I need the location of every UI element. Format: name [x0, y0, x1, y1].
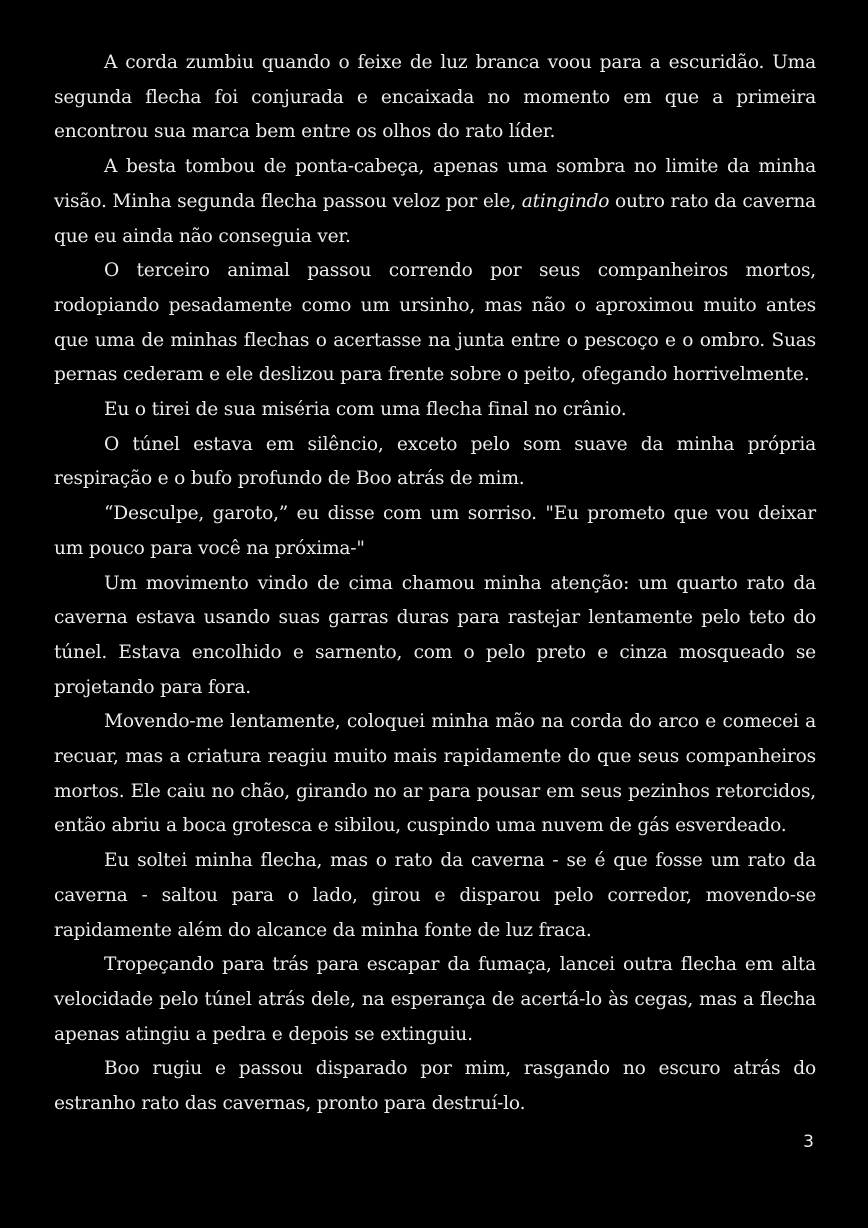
paragraph-7: Um movimento vindo de cima chamou minha atenção: um quarto rato da caverna estava usando suas garras duras para rastejar lentamente pelo teto do túnel. Estava encolhido e sarnento, com o pelo preto e cinza mosqueado se projetando para fora. [54, 572, 816, 698]
book-page [54, 46, 816, 1122]
paragraph-1: A corda zumbiu quando o feixe de luz branca voou para a escuridão. Uma segunda flecha foi conjurada e encaixada no momento em que a primeira encontrou sua marca bem entre os olhos do rato líder. [54, 52, 816, 143]
paragraph-6: “Desculpe, garoto,” eu disse com um sorriso. "Eu prometo que vou deixar um pouco para você na próxima-" [54, 503, 816, 559]
paragraph-3: O terceiro animal passou correndo por seus companheiros mortos, rodopiando pesadamente como um ursinho, mas não o aproximou muito antes que uma de minhas flechas o acertasse na junta entre o pescoço e o ombro. Suas pernas cederam e ele deslizou para frente sobre o peito, ofegando horrivelmente. [54, 260, 816, 386]
paragraph-9: Eu soltei minha flecha, mas o rato da caverna - se é que fosse um rato da caverna - saltou para o lado, girou e disparou pelo corredor, movendo-se rapidamente além do alcance da minha fonte de luz fraca. [54, 850, 816, 941]
paragraph-2-text-after: outro rato da caverna que eu ainda não conseguia ver. [54, 190, 816, 247]
paragraph-8: Movendo-me lentamente, coloquei minha mão na corda do arco e comecei a recuar, mas a criatura reagiu muito mais rapidamente do que seus companheiros mortos. Ele caiu no chão, girando no ar para pousar em seus pezinhos retorcidos, então abriu a boca grotesca e sibilou, cuspindo uma nuvem de gás esverdeado. [54, 711, 816, 837]
paragraph-11: Boo rugiu e passou disparado por mim, rasgando no escuro atrás do estranho rato das cavernas, pronto para destruí-lo. [54, 1058, 816, 1115]
paragraph-10: Tropeçando para trás para escapar da fumaça, lancei outra flecha em alta velocidade pelo túnel atrás dele, na esperança de acertá-lo às cegas, mas a flecha apenas atingiu a pedra e depois se extinguiu. [54, 954, 816, 1045]
paragraph-5: O túnel estava em silêncio, exceto pelo som suave da minha própria respiração e o bufo profundo de Boo atrás de mim. [54, 433, 816, 490]
paragraph-2 [54, 150, 816, 254]
paragraph-4: Eu o tirei de sua miséria com uma flecha final no crânio. [104, 399, 627, 421]
paragraph-2-text-before: A besta tombou de ponta-cabeça, apenas uma sombra no limite da minha visão. Minha segunda flecha passou veloz por ele, [54, 156, 816, 212]
paragraph-2-italic-word: atingindo [521, 190, 610, 212]
page-number: 3 [803, 1132, 814, 1152]
